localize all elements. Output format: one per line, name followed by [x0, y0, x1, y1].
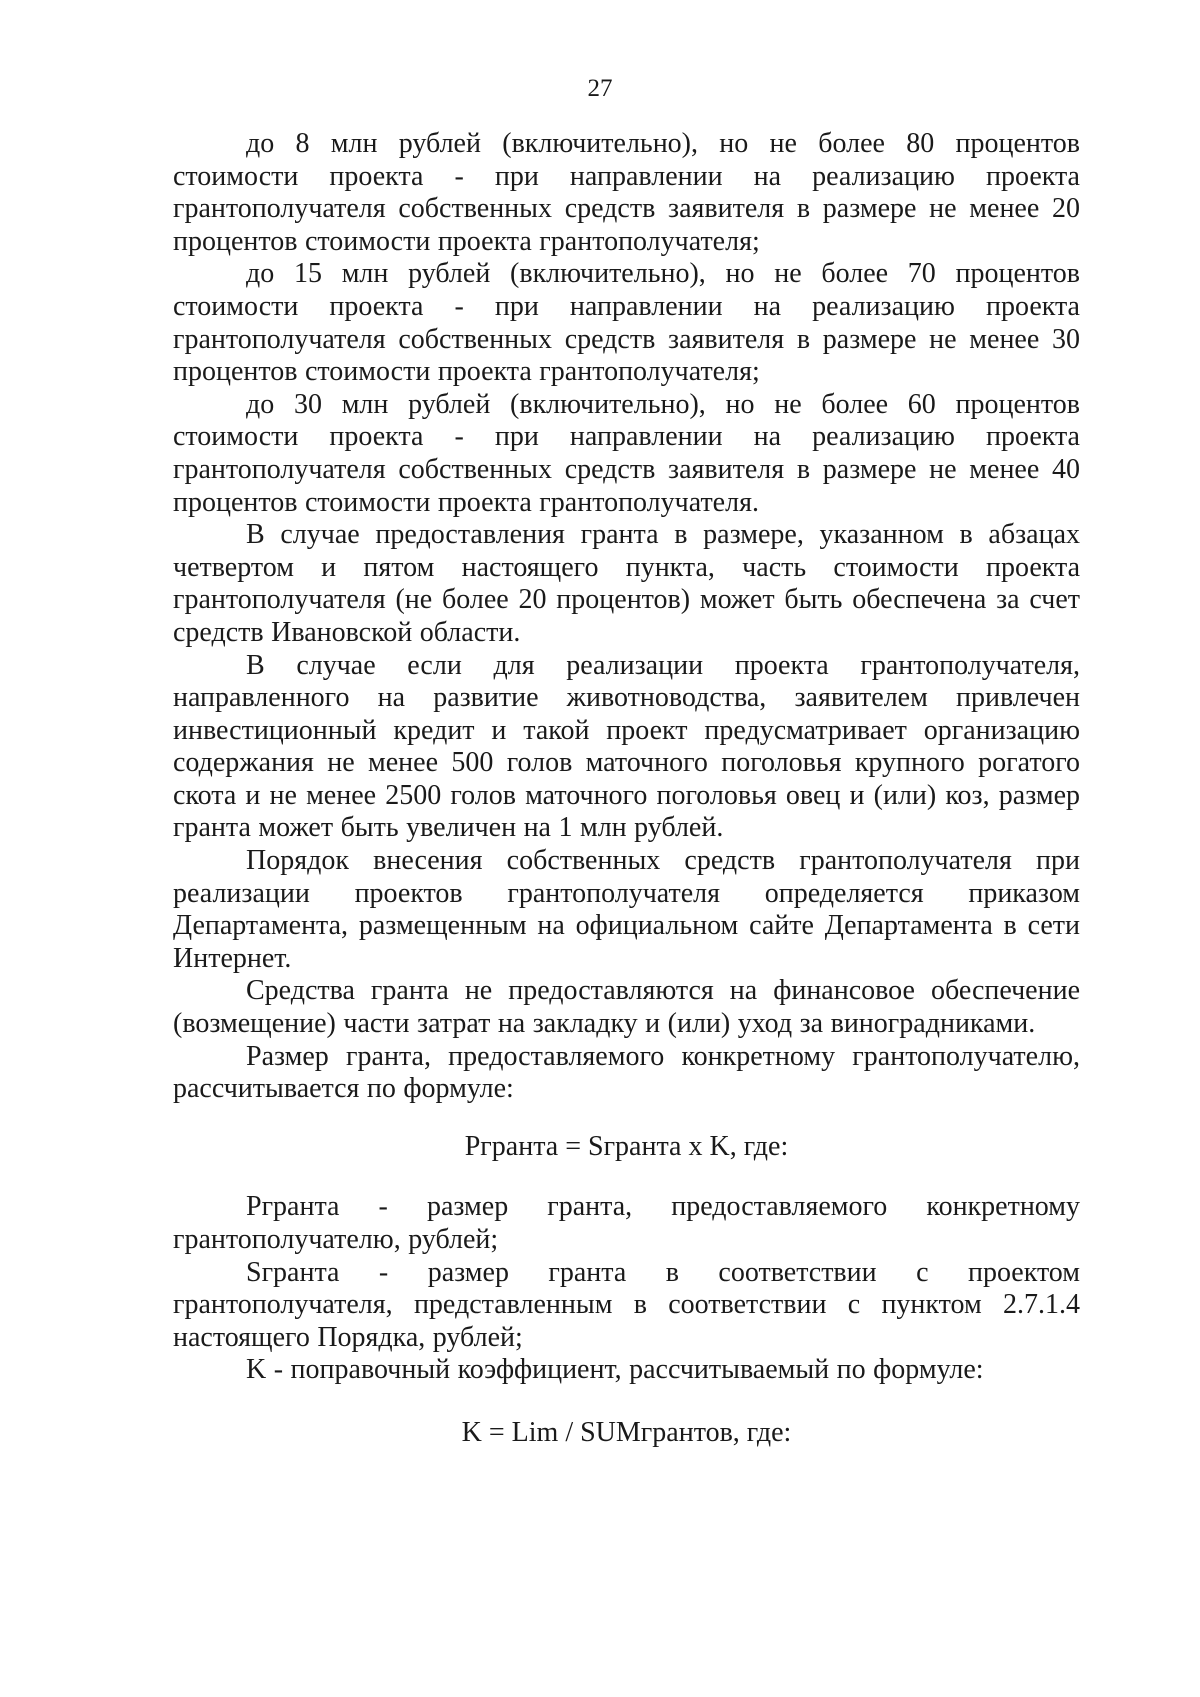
- definition-s-grant: Sгранта - размер гранта в соответствии с проектом грантополучателя, представленным в соответствии с пунктом 2.7.1.4 настоящего Порядка, рублей;: [173, 1256, 1080, 1353]
- paragraph-regional-funding: В случае предоставления гранта в размере, указанном в абзацах четвертом и пятом настоящего пункта, часть стоимости проекта грантополучателя (не более 20 процентов) может быть обеспечена за счет средств Ивановской области.: [173, 519, 1080, 648]
- paragraph-grant-8mln: до 8 млн рублей (включительно), но не более 80 процентов стоимости проекта - при направлении на реализацию проекта грантополучателя собственных средств заявителя в размере не менее 20 процентов стоимости проекта грантополучателя;: [173, 128, 1080, 257]
- paragraph-grant-15mln: до 15 млн рублей (включительно), но не более 70 процентов стоимости проекта - при направлении на реализацию проекта грантополучателя собственных средств заявителя в размере не менее 30 процентов стоимости проекта грантополучателя;: [173, 258, 1080, 388]
- page-number: 27: [587, 75, 613, 102]
- formula-k-coefficient: K = Lim / SUMгрантов, где:: [461, 1416, 792, 1448]
- paragraph-livestock-increase: В случае если для реализации проекта грантополучателя, направленного на развитие животноводства, заявителем привлечен инвестиционный кредит и такой проект предусматривает организацию содержания не менее 500 голов маточного поголовья крупного рогатого скота и не менее 2500 голов маточного поголовья овец и (или) коз, размер гранта может быть увеличен на 1 млн рублей.: [173, 649, 1080, 844]
- paragraph-grant-30mln: до 30 млн рублей (включительно), но не более 60 процентов стоимости проекта - при направлении на реализацию проекта грантополучателя собственных средств заявителя в размере не менее 40 процентов стоимости проекта грантополучателя.: [173, 388, 1080, 518]
- definition-k-coefficient: K - поправочный коэффициент, рассчитываемый по формуле:: [246, 1354, 984, 1386]
- definition-p-grant: Pгранта - размер гранта, предоставляемого конкретному грантополучателю, рублей;: [173, 1191, 1080, 1255]
- paragraph-grant-size-formula-intro: Размер гранта, предоставляемого конкретному грантополучателю, рассчитывается по формуле:: [173, 1040, 1080, 1105]
- document-body: [173, 128, 1080, 1450]
- paragraph-own-funds-procedure: Порядок внесения собственных средств грантополучателя при реализации проектов грантополучателя определяется приказом Департамента, размещенным на официальном сайте Департамента в сети Интернет.: [173, 845, 1080, 974]
- paragraph-vineyards-exclusion: Средства гранта не предоставляются на финансовое обеспечение (возмещение) части затрат на закладку и (или) уход за виноградниками.: [173, 975, 1080, 1040]
- formula-grant-size: Pгранта = Sгранта x K, где:: [464, 1130, 789, 1162]
